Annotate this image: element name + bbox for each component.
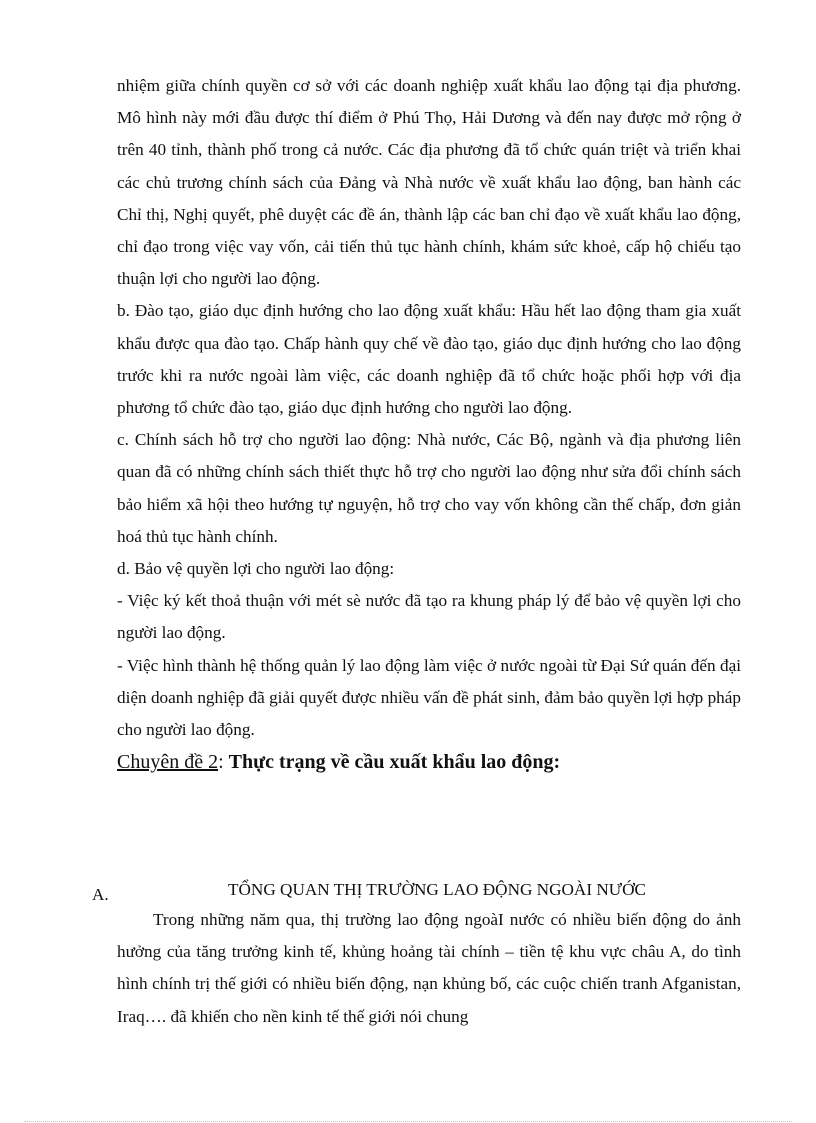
topic-heading-title: Thực trạng về cầu xuất khẩu lao động: — [228, 751, 561, 774]
topic-heading — [117, 746, 741, 778]
paragraph-rights-heading: d. Bảo vệ quyền lợi cho người lao động: — [117, 559, 395, 579]
document-body — [117, 70, 741, 778]
paragraph-agreements: - Việc ký kết thoả thuận với mét sè nước đã tạo ra khung pháp lý để bảo vệ quyền lợi cho người lao động. — [117, 591, 741, 643]
paragraph-training: b. Đào tạo, giáo dục định hướng cho lao động xuất khẩu: Hầu hết lao động tham gia xuất khẩu được qua đào tạo. Chấp hành quy chế về đào tạo, giáo dục định hướng cho lao động trước khi ra nước ngoài làm việc, các doanh nghiệp đã tổ chức hoặc phối hợp với địa phương tổ chức đào tạo, giáo dục định hướng cho người lao động. — [117, 301, 741, 418]
paragraph-management-system: - Việc hình thành hệ thống quản lý lao động làm việc ở nước ngoài từ Đại Sứ quán đến đại diện doanh nghiệp đã giải quyết được nhiều vấn đề phát sinh, đảm bảo quyền lợi hợp pháp cho người lao động. — [117, 655, 741, 740]
section-title: TỔNG QUAN THỊ TRƯỜNG LAO ĐỘNG NGOÀI NƯỚC — [228, 880, 646, 899]
section-paragraph: Trong những năm qua, thị trường lao động ngoàI nước có nhiều biến động do ảnh hưởng của tăng trưởng kinh tế, khủng hoảng tài chính – tiền tệ khu vực châu A, do tình hình chính trị thế giới có nhiều biến động, nạn khủng bố, các cuộc chiến tranh Afganistan, Iraq…. đã khiến cho nền kinh tế thế giới nói chung — [117, 910, 741, 1026]
topic-heading-separator: : — [218, 751, 229, 774]
page-bottom-divider — [24, 1121, 792, 1122]
paragraph-support-policy: c. Chính sách hỗ trợ cho người lao động: Nhà nước, Các Bộ, ngành và địa phương liên quan đã có những chính sách thiết thực hỗ trợ cho người lao động như sửa đổi chính sách bảo hiểm xã hội theo hướng tự nguyện, hỗ trợ cho vay vốn không cần thế chấp, đơn giản hoá thủ tục hành chính. — [117, 430, 741, 546]
topic-heading-prefix: Chuyên đề 2 — [117, 751, 219, 774]
paragraph-local-authority: nhiệm giữa chính quyền cơ sở với các doanh nghiệp xuất khẩu lao động tại địa phương. Mô hình này mới đầu được thí điểm ở Phú Thọ, Hải Dương và đến nay được mở rộng ở trên 40 tỉnh, thành phố trong cả nước. Các địa phương đã tổ chức quán triệt và triển khai các chủ trương chính sách của Đảng và Nhà nước về xuất khẩu lao động, ban hành các Chỉ thị, Nghị quyết, phê duyệt các đề án, thành lập các ban chỉ đạo về xuất khẩu lao động, chỉ đạo trong việc vay vốn, cải tiến thủ tục hành chính, khám sức khoẻ, cấp hộ chiếu tạo thuận lợi cho người lao động. — [117, 76, 741, 289]
section-label: A. — [92, 885, 109, 904]
